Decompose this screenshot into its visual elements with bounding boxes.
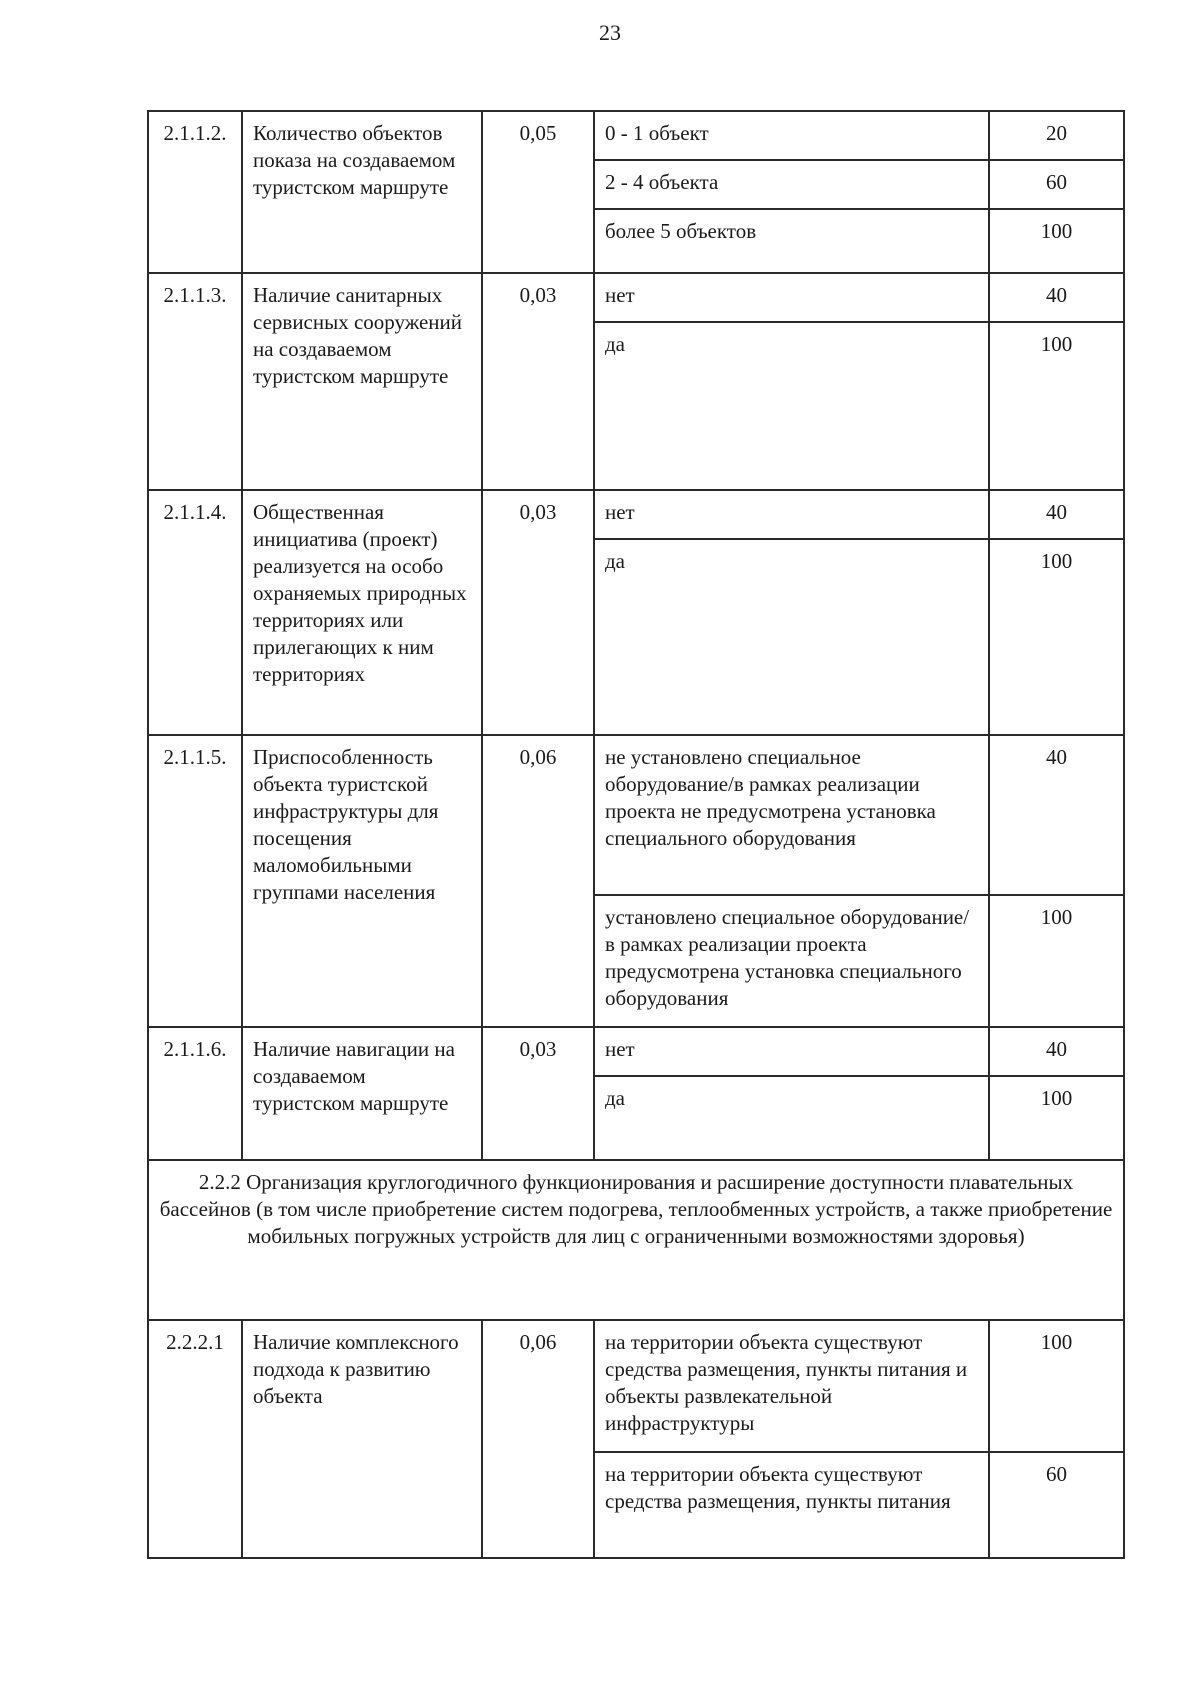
- option-score: 40: [989, 490, 1124, 539]
- option-text: нет: [594, 1027, 989, 1076]
- table-row: [148, 1027, 1124, 1076]
- option-text: да: [594, 539, 989, 735]
- criterion-name: Наличие санитарных сервисных сооружений на создаваемом туристском маршруте: [242, 273, 482, 490]
- page-number: 23: [599, 20, 621, 45]
- option-text: нет: [594, 490, 989, 539]
- option-text: не установлено специальное оборудование/в рамках реализации проекта не предусмотрена установка специального оборудования: [594, 735, 989, 895]
- criterion-number: 2.1.1.5.: [148, 735, 242, 1027]
- criterion-weight: 0,06: [482, 1320, 594, 1558]
- option-text: более 5 объектов: [594, 209, 989, 273]
- option-score: 100: [989, 209, 1124, 273]
- criterion-name: Общественная инициатива (проект) реализуется на особо охраняемых природных территориях или прилегающих к ним территориях: [242, 490, 482, 735]
- criterion-name: Количество объектов показа на создаваемом туристском маршруте: [242, 111, 482, 273]
- criteria-table: [147, 110, 1125, 1559]
- criterion-number: 2.1.1.4.: [148, 490, 242, 735]
- criterion-number: 2.1.1.3.: [148, 273, 242, 490]
- option-score: 60: [989, 160, 1124, 209]
- option-text: 0 - 1 объект: [594, 111, 989, 160]
- option-score: 100: [989, 539, 1124, 735]
- criterion-number: 2.2.2.1: [148, 1320, 242, 1558]
- option-score: 100: [989, 895, 1124, 1027]
- option-text: 2 - 4 объекта: [594, 160, 989, 209]
- option-text: установлено специальное оборудование/в рамках реализации проекта предусмотрена установка специального оборудования: [594, 895, 989, 1027]
- criterion-weight: 0,03: [482, 273, 594, 490]
- option-score: 100: [989, 1076, 1124, 1160]
- table-row: [148, 273, 1124, 322]
- criterion-name: Наличие навигации на создаваемом туристском маршруте: [242, 1027, 482, 1160]
- table-row: [148, 111, 1124, 160]
- criterion-weight: 0,06: [482, 735, 594, 1027]
- section-heading: 2.2.2 Организация круглогодичного функционирования и расширение доступности плавательных бассейнов (в том числе приобретение систем подогрева, теплообменных устройств, а также приобретение мобильных погружных устройств для лиц с ограниченными возможностями здоровья): [148, 1160, 1124, 1320]
- criterion-number: 2.1.1.6.: [148, 1027, 242, 1160]
- criterion-weight: 0,05: [482, 111, 594, 273]
- option-score: 20: [989, 111, 1124, 160]
- option-score: 40: [989, 1027, 1124, 1076]
- criterion-name: Наличие комплексного подхода к развитию объекта: [242, 1320, 482, 1558]
- table-row: [148, 490, 1124, 539]
- option-score: 40: [989, 735, 1124, 895]
- criterion-number: 2.1.1.2.: [148, 111, 242, 273]
- section-row: [148, 1160, 1124, 1320]
- option-text: на территории объекта существуют средства размещения, пункты питания: [594, 1452, 989, 1558]
- option-text: да: [594, 1076, 989, 1160]
- option-text: на территории объекта существуют средства размещения, пункты питания и объекты развлекательной инфраструктуры: [594, 1320, 989, 1452]
- table-row: [148, 1320, 1124, 1452]
- option-score: 100: [989, 322, 1124, 490]
- criterion-name: Приспособленность объекта туристской инфраструктуры для посещения маломобильными группами населения: [242, 735, 482, 1027]
- option-score: 100: [989, 1320, 1124, 1452]
- criterion-weight: 0,03: [482, 490, 594, 735]
- option-score: 60: [989, 1452, 1124, 1558]
- option-score: 40: [989, 273, 1124, 322]
- option-text: да: [594, 322, 989, 490]
- table-row: [148, 735, 1124, 895]
- option-text: нет: [594, 273, 989, 322]
- criterion-weight: 0,03: [482, 1027, 594, 1160]
